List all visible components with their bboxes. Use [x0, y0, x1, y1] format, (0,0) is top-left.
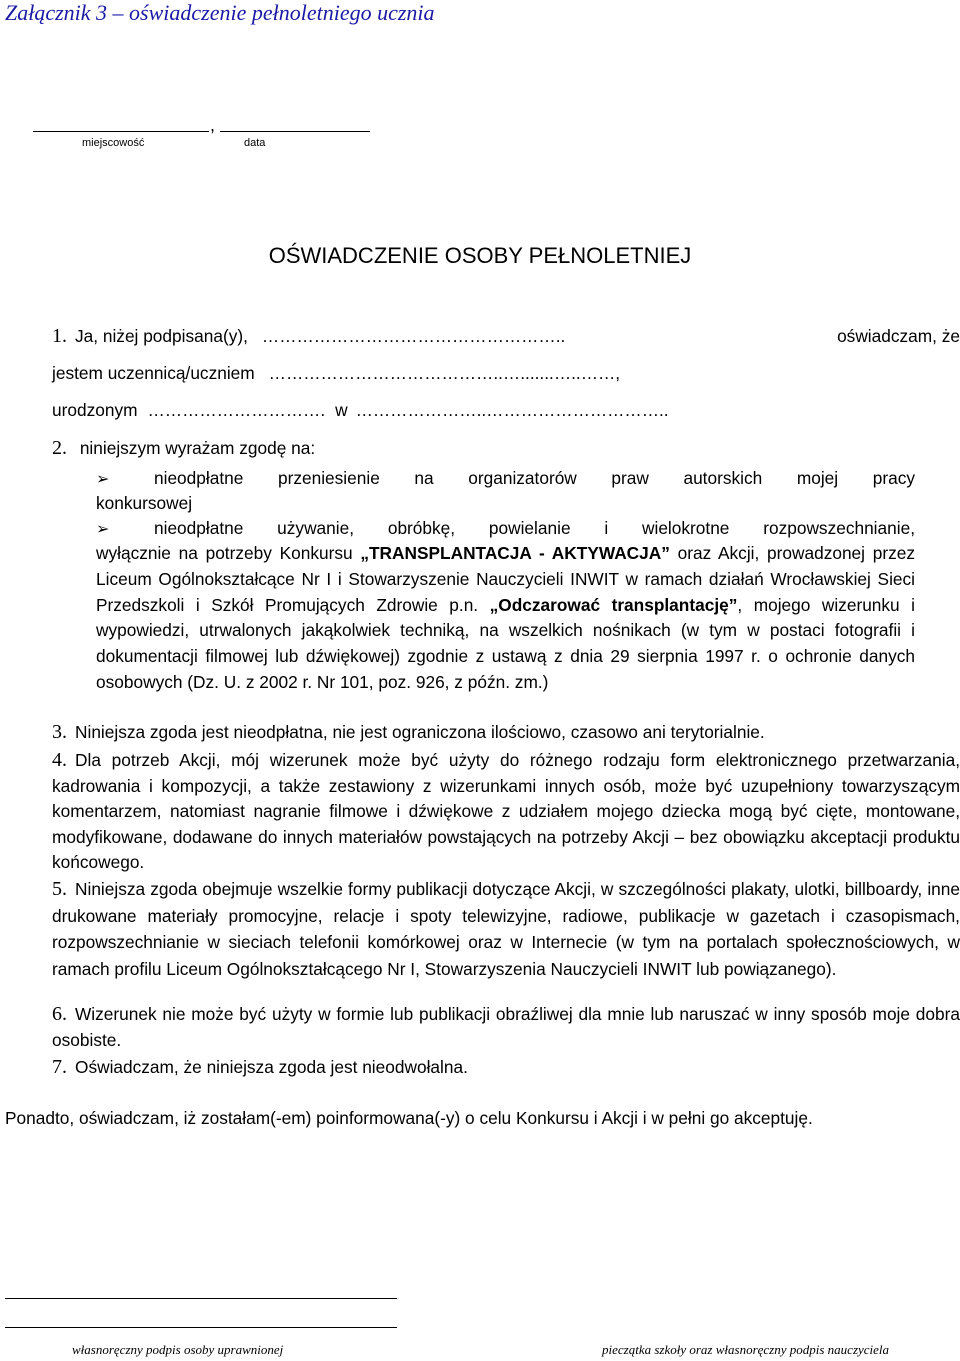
place-label: miejscowość — [82, 137, 145, 149]
consent-paragraph — [96, 541, 915, 696]
item3-number: 3. — [52, 721, 67, 743]
signature-line-2[interactable] — [5, 1327, 397, 1328]
action-name: „Odczarować transplantację” — [489, 594, 738, 615]
consent-text-c: , mojego wizerunku i wypowiedzi, utrwalonych jakąkolwiek techniką, na wszelkich nośnikach (w tym w postaci fotografii i dokumentacji filmowej lub dźwiękowej) zgodnie z ustawą z dnia 29 sierpnia 1997 r. o ochronie danych osobowych (Dz. U. z 2002 r. Nr 101, poz. 926, z późn. zm.) — [96, 594, 916, 692]
item6-text: Wizerunek nie może być użyty w formie lub publikacji obraźliwej dla mnie lub naruszać w inny sposób moje dobra osobiste. — [52, 1004, 960, 1050]
item2-number: 2. — [52, 437, 67, 459]
item2-intro: niniejszym wyrażam zgodę na: — [79, 438, 316, 458]
item3-text: Niniejsza zgoda jest nieodpłatna, nie jest ograniczona ilościowo, czasowo ani terytorialnie. — [75, 722, 765, 742]
arrow-bullet-icon: ➢ — [96, 471, 110, 488]
signature-line-1[interactable] — [5, 1298, 397, 1299]
place-date-separator: , — [210, 115, 216, 135]
arrow-bullet-icon: ➢ — [96, 521, 110, 538]
item1-in-label: w — [335, 400, 348, 420]
item1-school-dots[interactable]: …………………………………..….......…..……, — [268, 363, 621, 383]
item6-number: 6. — [52, 1003, 67, 1025]
bullet1-line — [96, 466, 915, 492]
item-6 — [52, 1001, 960, 1053]
consent-text-b: oraz Akcji, prowadzonej przez Liceum Ogólnokształcące Nr I i Stowarzyszenie Nauczycieli INWIT w ramach działań Wrocławskiej Sieci Przedszkoli i Szkół Promujących Zdrowie p.n. — [96, 543, 915, 615]
item-7 — [52, 1055, 960, 1081]
item1-text: Ja, niżej podpisana(y), — [75, 326, 248, 346]
item1-end: oświadczam, że — [837, 326, 960, 346]
date-label: data — [244, 137, 266, 149]
item2-intro-line — [52, 436, 315, 460]
contest-name: „TRANSPLANTACJA - AKTYWACJA” — [360, 543, 670, 563]
item5-text: Niniejsza zgoda obejmuje wszelkie formy publikacji dotyczące Akcji, w szczególności plakaty, ulotki, billboardy, inne drukowane materiały promocyjne, relacje i spoty telewizyjne, radiowe, publikacje w gazetach i czasopismach, rozpowszechnianie w sieciach telefonii komórkowej oraz w Internecie (w tym na portalach społecznościowych, w ramach profilu Liceum Ogólnokształcącego Nr I, Stowarzyszenia Nauczycieli INWIT lub powiązanego). — [52, 879, 960, 979]
item4-text: Dla potrzeb Akcji, mój wizerunek może być użyty do różnego rodzaju form elektronicznego przetwarzania, kadrowania i kompozycji, a także zestawiony z wizerunkami innych osób, może być uzupełniony towarzyszącym komentarzem, natomiast nagranie filmowe i dźwiękowe z udziałem mojego dziecka mogą być cięte, montowane, modyfikowane, dodawane do innych materiałów powstających na potrzeby Akcji – bez obowiązku akceptacji produktu końcowego. — [52, 750, 960, 873]
closing-paragraph: Ponadto, oświadczam, iż zostałam(-em) poinformowana(-y) o celu Konkursu i Akcji i w pełni go akceptuję. — [5, 1108, 813, 1128]
item1-born-label: urodzonym — [52, 400, 138, 420]
item1-line1 — [52, 324, 960, 348]
item1-student-label: jestem uczennicą/uczniem — [52, 363, 255, 383]
item1-birthdate-dots[interactable]: …………………………. — [147, 400, 326, 420]
bullet2-line — [96, 516, 915, 542]
consent-text-a: wyłącznie na potrzeby Konkursu — [96, 543, 361, 563]
item1-line3 — [52, 398, 960, 422]
bullet2-text: nieodpłatne używanie, obróbkę, powielanie i wielokrotne rozpowszechnianie, — [154, 518, 915, 538]
item1-name-dots[interactable]: …………………………………………….. — [261, 326, 566, 346]
item-3 — [52, 720, 960, 746]
item1-line2 — [52, 361, 960, 385]
teacher-signature-label: pieczątka szkoły oraz własnoręczny podpis nauczyciela — [602, 1342, 890, 1357]
student-signature-label: własnoręczny podpis osoby uprawnionej — [72, 1342, 284, 1357]
place-line[interactable] — [33, 131, 209, 132]
item7-text: Oświadczam, że niniejsza zgoda jest nieodwołalna. — [75, 1057, 468, 1077]
date-line[interactable] — [220, 131, 370, 132]
document-title: OŚWIADCZENIE OSOBY PEŁNOLETNIEJ — [268, 243, 692, 268]
item1-number: 1. — [52, 325, 67, 347]
item7-number: 7. — [52, 1056, 67, 1078]
bullet1-text: nieodpłatne przeniesienie na organizatorów praw autorskich mojej pracy — [154, 468, 915, 488]
item-4 — [52, 748, 960, 876]
item4-number: 4. — [52, 749, 67, 771]
item-5 — [52, 876, 960, 982]
item5-number: 5. — [52, 878, 67, 900]
attachment-title: Załącznik 3 – oświadczenie pełnoletniego ucznia — [5, 0, 435, 25]
item1-birthplace-dots[interactable]: …………………..………………………….. — [355, 400, 669, 420]
bullet1-cont: konkursowej — [96, 493, 193, 513]
